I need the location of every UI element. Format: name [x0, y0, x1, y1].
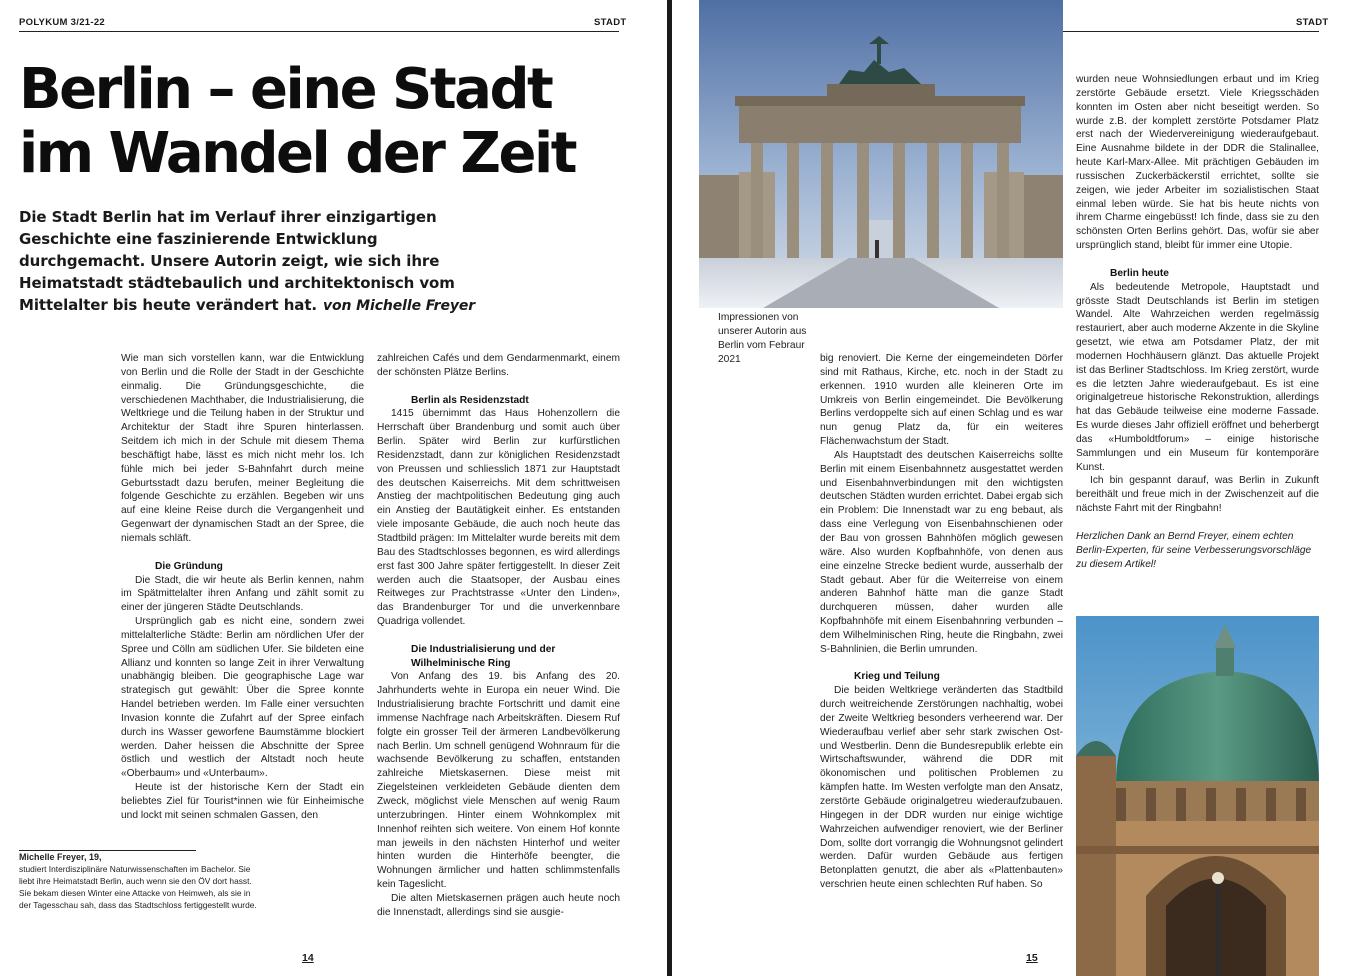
article-title — [19, 58, 639, 186]
left-page — [0, 0, 667, 976]
text-column-4 — [1076, 73, 1319, 571]
photo-caption: Impressionen von unserer Autorin aus Berlin vom Febraur 2021 — [718, 312, 807, 365]
header-rule — [19, 31, 619, 32]
lead-text: Die Stadt Berlin hat im Verlauf ihrer einzigartigen Geschichte eine faszinierende Entwicklung durchgemacht. Unsere Autorin zeigt, wie sich ihre Heimatstadt städtebaulich und architektonisch vom Mittelalter bis heute verändert hat. — [19, 208, 455, 314]
paragraph: wurden neue Wohnsiedlungen erbaut und im Krieg zerstörte Gebäude ersetzt. Viele Kriegsschäden konnten im Osten aber nicht beseitigt werden. So wurde z.B. der komplett zerstörte Potsdamer Platz erst nach der Wiedervereinigung wiederaufgebaut. Eine Ausnahme bildete in der DDR die Stalinallee, heute Karl-Marx-Allee. Mit prächtigen Gebäuden im russischen Zuckerbäckerstil errichtet, sollte sie zeigen, wie jeder Arbeiter im sozialistischen Staat einmal leben würde. Sie hat bis heute nichts von ihrem Charme eingebüsst! Ich finde, dass sie zu den schönsten Orten Berlins gehört. Das, wofür sie aber ursprünglich stand, bleibt für immer eine Utopie. — [1076, 74, 1319, 252]
page-number: 15 — [1026, 952, 1038, 964]
paragraph: 1415 übernimmt das Haus Hohenzollern die Herrschaft über Brandenburg und somit auch über Berlin. Später wird Berlin zur kurfürstlichen Residenzstadt, dann zur königlichen Residenzstadt von Preussen und schliesslich 1871 zur Hauptstadt des deutschen Kaiserreichs. Mit dem schrittweisen Anstieg der machtpolitischen Bedeutung ging auch ein Anstieg der Bautätigkeit einher. Es entstanden viele imposante Gebäude, die auch noch heute das Stadtbild prägen: Im Mittelalter wurde bereits mit dem Bau des Stadtschlosses begonnen, es wird allerdings erst fast 300 Jahre später fertiggestellt. In dieser Zeit werden auch die Staatsoper, der Ausbau eines Reitweges zur Prachtstrasse «Unter den Linden», das Brandenburger Tor und die unverkennbare Quadriga vollendet. — [377, 408, 620, 628]
section-label: STADT — [594, 17, 627, 28]
paragraph: Ich bin gespannt darauf, was Berlin in Zukunft bereithält und freue mich in der Zwischenzeit auf die nächste Fahrt mit der Ringbahn! — [1076, 475, 1319, 515]
subheading: Die Gründung — [155, 560, 223, 572]
text-column-1 — [121, 352, 364, 823]
paragraph: Die beiden Weltkriege veränderten das Stadtbild durch weitreichende Zerstörungen nachhaltig, wobei der Zweite Weltkrieg besonders verheerend war. Der Wiederaufbau verlief aber sehr stark zwischen Ost- und Westberlin. Denn die Bundesrepublik erlebte ein Wirtschaftswunder, während die DDR mit ökonomischen und politischen Problemen zu kämpfen hatte. Im Westen verfolgte man den Ansatz, zerstörte Gebäude originalgetreu wiederaufzubauen. Hingegen in der DDR wurden nur einige wichtige Wahrzeichen aufwendiger renoviert, wie der Berliner Dom, sollte dort vorrangig die Wohnungsnot gelindert werden. Dafür wurden Gebäude aus fertigen Betonplatten genutzt, die aber als «Plattenbauten» verschrien heute einen schlechten Ruf haben. So — [820, 685, 1063, 891]
subheading: Berlin heute — [1110, 267, 1169, 279]
author-name: Michelle Freyer, 19, — [19, 852, 102, 862]
subheading: Krieg und Teilung — [854, 671, 940, 683]
paragraph: Als bedeutende Metropole, Hauptstadt und grösste Stadt Deutschlands ist Berlin im stetigen Wandel. Alte Wahrzeichen werden regelmässig restauriert, aber auch moderne Akzente in die Skyline gesetzt, wie etwa am Potsdamer Platz, der mit modernen Hochhäusern glänzt. Das aktuelle Projekt ist das Berliner Stadtschloss. Im Krieg zerstört, wurde es die letzten Jahre wiederaufgebaut. Es ist eine originalgetreue historische Rekonstruktion, allerdings hat das Gebäude teilweise eine moderne Fassade. Es wurde dieses Jahr offiziell eröffnet und beherbergt das «Humboldtforum» – einige historische Sammlungen und ein Museum für kontemporäre Kunst. — [1076, 281, 1319, 473]
paragraph: Heute ist der historische Kern der Stadt ein beliebtes Ziel für Tourist*innen wie für Einheimische und lockt mit seinen schmalen Gassen, den — [121, 782, 364, 821]
magazine-issue-label: POLYKUM 3/21-22 — [19, 17, 105, 28]
berlin-cathedral-photo — [1076, 616, 1319, 976]
author-bio — [19, 851, 259, 911]
paragraph: Wie man sich vorstellen kann, war die Entwicklung von Berlin und die Rolle der Stadt in der Geschichte einmalig. Die Gründungsgeschichte, die verschiedenen Machthaber, die Industrialisierung, die Weltkriege und die Teilung haben in der Struktur und Architektur der Stadt ihre Spuren hinterlassen. Seitdem ich mich in der Schule mit diesem Thema beschäftigt habe, lässt es mich nicht mehr los. Ich fühle mich bei jeder S-Bahnfahrt durch meine Geburtsstadt dazu berufen, meiner Begleitung die folgende Geschichte zu erzählen. Begeben wir uns auf eine kleine Reise durch die Vergangenheit und Gegenwart der dynamischen Stadt an der Spree, die niemals schläft. — [121, 353, 364, 544]
berlin-cathedral-illustration — [1076, 616, 1319, 976]
paragraph: Die alten Mietskasernen prägen auch heute noch die Innenstadt, allerdings sind sie ausgie- — [377, 892, 620, 918]
text-column-2 — [377, 352, 620, 920]
brandenburg-gate-illustration — [699, 0, 1063, 308]
paragraph: Ursprünglich gab es nicht eine, sondern zwei mittelalterliche Städte: Berlin am nördlichen Ufer der Spree und Cölln am südlichen Ufer. Sie bildeten eine Allianz und konnten so lange Zeit in ihrer Verwaltung unabhängig bleiben. Die geographische Lage war strategisch gut gewählt: Über die Spree konnte Handel betrieben werden. Im Falle einer versuchten Invasion konnte die Zufahrt auf der Spree einfach durch ins Wasser geworfene Baumstämme blockiert werden. Daher heissen die Abschnitte der Spree östlich und westlich der Altstadt noch heute «Oberbaum» und «Unterbaum». — [121, 616, 364, 780]
text-column-3 — [820, 352, 1063, 892]
spacer — [1076, 516, 1319, 530]
page-number: 14 — [302, 952, 314, 964]
paragraph: Von Anfang des 19. bis Anfang des 20. Jahrhunderts wehte in Europa ein neuer Wind. Die Industrialisierung brachte Fortschritt und damit eine immense Nachfrage nach Arbeitskräften. Diesem Ruf folgte ein grosser Teil der ärmeren Landbevölkerung nach Berlin. Um schnell genügend Wohnraum für die wachsende Bevölkerung zu schaffen, entstanden zahlreiche Mietskasernen. Diese meist mit Ziegelsteinen verkleideten Gebäude dienten dem Zweck, möglichst viele Menschen auf wenig Raum unterzubringen. Hinter einem Wohnkomplex mit Innenhof reihten sich weitere. Von einem Hof konnte man jeweils in den nächsten Hinterhof und weiter hinten wurden die Hinterhöfe beengter, die Wohnungen ärmlicher und hatten schlimmstenfalls kein Tageslicht. — [377, 671, 620, 891]
subheading-line-2: Wilhelminische Ring — [411, 657, 511, 669]
subheading — [377, 643, 620, 671]
byline: von Michelle Freyer — [323, 298, 476, 314]
title-line-1: Berlin – eine Stadt — [19, 57, 552, 122]
brandenburg-gate-photo — [699, 0, 1063, 308]
paragraph: Die Stadt, die wir heute als Berlin kennen, nahm im Spätmittelalter ihren Anfang und zählt somit zu einer der jüngeren Städte Deutschlands. — [121, 574, 364, 614]
article-lead — [19, 206, 479, 317]
acknowledgement: Herzlichen Dank an Bernd Freyer, einem echten Berlin-Experten, für seine Verbesserungsvorschläge zu diesem Artikel! — [1076, 530, 1312, 570]
paragraph: zahlreichen Cafés und dem Gendarmenmarkt, einem der schönsten Plätze Berlins. — [377, 353, 620, 378]
subheading: Berlin als Residenzstadt — [411, 394, 529, 406]
subheading-line-1: Die Industrialisierung und der — [411, 643, 556, 655]
paragraph: Als Hauptstadt des deutschen Kaiserreichs sollte Berlin mit einem Eisenbahnnetz ausgestattet werden und Eisenbahnverbindungen mit den wichtigsten deutschen Städten wurden errichtet. Dabei ergab sich ein Problem: Die Innenstadt war zu eng bebaut, als dass eine Verlegung von Eisenbahnschienen oder der Bau von grossen Bahnhöfen möglich gewesen wäre. Also wurden Kopfbahnhöfe, von denen aus eine einzelne Strecke bedient wurde, ausserhalb der Stadt gebaut. Aber für die Weiterreise von einem anderen Bahnhof hätte man die ganze Stadt durchqueren müssen, daher wurden alle Kopfbahnhöfe mit einem Eisenbahnring verbunden – dem Wilhelminischen Ring, heute die Ringbahn, zwei S-Bahnlinien, die Berlin umrunden. — [820, 449, 1063, 655]
author-bio-text: studiert Interdisziplinäre Naturwissenschaften im Bachelor. Sie liebt ihre Heimatstadt Berlin, auch wenn sie den ÖV dort hasst. Sie bekam diesen Winter eine Attacke von Heimweh, als sie in der Tagesschau sah, dass das Stadtschloss fertiggestellt wurde. — [19, 864, 257, 910]
section-label: STADT — [1296, 17, 1329, 28]
title-line-2: im Wandel der Zeit — [19, 121, 575, 186]
paragraph: big renoviert. Die Kerne der eingemeindeten Dörfer sind mit Rathaus, Kirche, etc. noch in der Stadt zu erkennen. 1910 wurden alle kleineren Orte im Umkreis von Berlin eingemeindet. Die Bevölkerung Berlins verdoppelte sich auf einen Schlag und es war nun genug Platz da, für ein weiteres Flächenwachstum der Stadt. — [820, 353, 1063, 448]
